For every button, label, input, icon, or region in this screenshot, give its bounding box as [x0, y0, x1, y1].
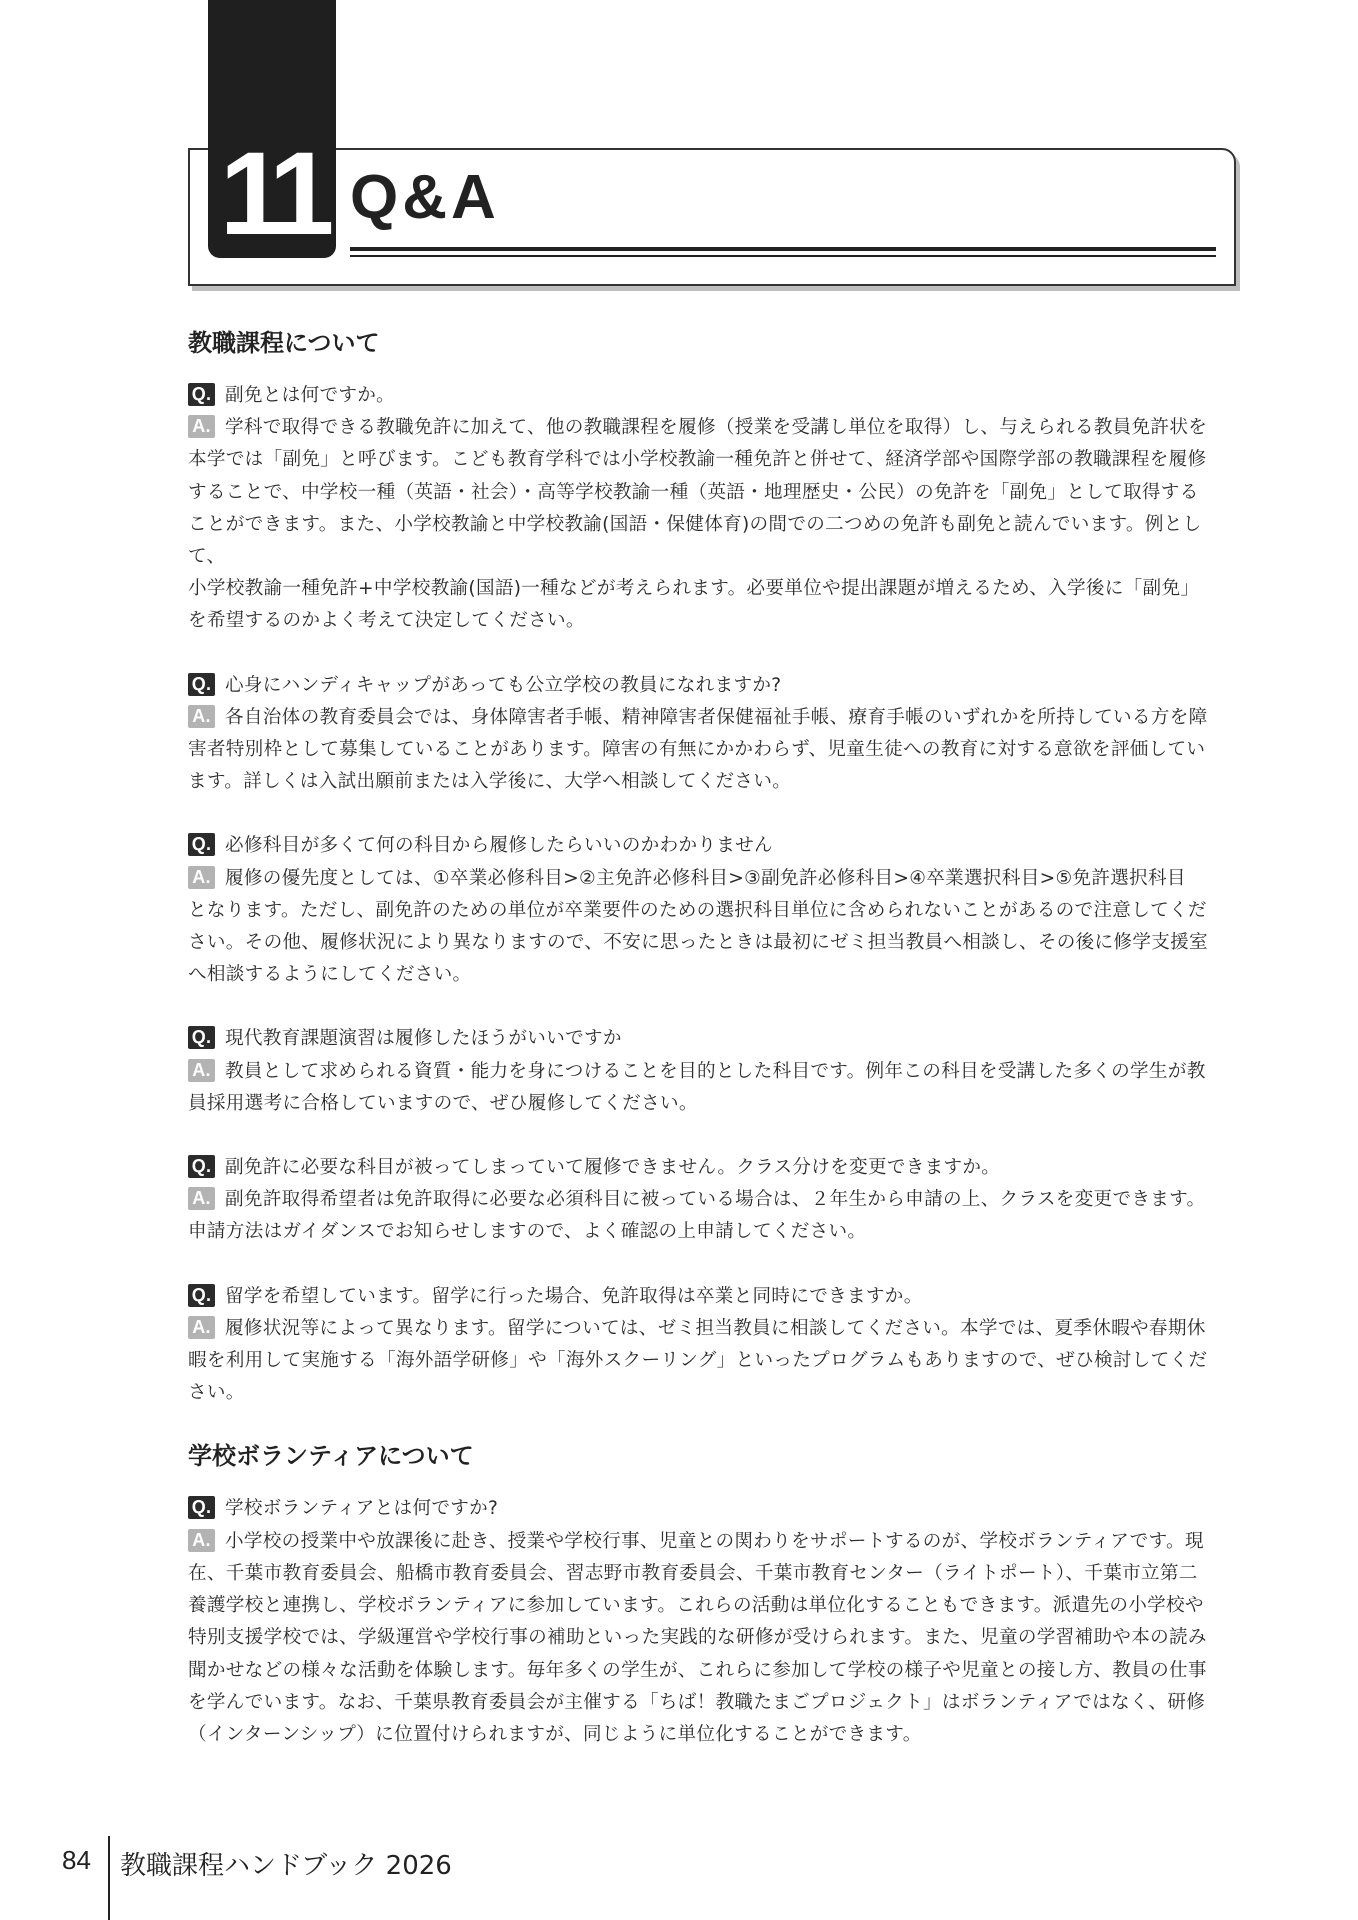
answer-text: することで、中学校一種（英語・社会）・高等学校教諭一種（英語・地理歴史・公民）の免許を「副免」として取得する — [188, 481, 1199, 503]
question — [188, 1152, 1236, 1184]
question — [188, 1493, 1236, 1525]
answer-text: 小学校の授業中や放課後に赴き、授業や学校行事、児童との関わりをサポートするのが、学校ボランティアです。現 — [225, 1530, 1204, 1552]
question-badge: Q. — [188, 1155, 215, 1178]
question-text: 留学を希望しています。留学に行った場合、免許取得は卒業と同時にできますか。 — [225, 1285, 923, 1307]
answer-line — [188, 444, 1236, 476]
question-text: 副免許に必要な科目が被ってしまっていて履修できません。クラス分けを変更できますか。 — [225, 1157, 1001, 1179]
answer-text: 履修の優先度としては、①卒業必修科目>②主免許必修科目>③副免許必修科目>④卒業選択科目>⑤免許選択科目 — [225, 867, 1186, 889]
answer-text: 暇を利用して実施する「海外語学研修」や「海外スクーリング」といったプログラムもありますので、ぜひ検討してくだ — [188, 1350, 1208, 1372]
answer-line — [188, 702, 1236, 734]
question — [188, 1281, 1236, 1313]
answer-text: へ相談するようにしてください。 — [188, 964, 472, 986]
title-rule — [350, 247, 1216, 251]
answer-line — [188, 509, 1236, 573]
answer-line — [188, 959, 1236, 991]
answer-badge: A. — [188, 1059, 215, 1082]
answer-text: となります。ただし、副免許のための単位が卒業要件のための選択科目単位に含められないことがあるので注意してくだ — [188, 899, 1207, 921]
chapter-header-box — [188, 148, 1236, 286]
answer-line — [188, 605, 1236, 637]
qa-item — [188, 670, 1236, 799]
answer-line — [188, 1655, 1236, 1687]
answer-badge: A. — [188, 1316, 215, 1339]
qa-item — [188, 380, 1236, 638]
answer-badge: A. — [188, 705, 215, 728]
answer-text: さい。 — [188, 1382, 245, 1404]
answer-line — [188, 1558, 1236, 1590]
question — [188, 670, 1236, 702]
answer-text: 各自治体の教育委員会では、身体障害者手帳、精神障害者保健福祉手帳、療育手帳のいずれかを所持している方を障 — [225, 706, 1208, 728]
answer-line — [188, 1526, 1236, 1558]
answer-text: さい。その他、履修状況により異なりますので、不安に思ったときは最初にゼミ担当教員へ相談し、その後に修学支援室 — [188, 932, 1208, 954]
answer-line — [188, 1184, 1236, 1216]
answer-text: 申請方法はガイダンスでお知らせしますので、よく確認の上申請してください。 — [188, 1221, 867, 1243]
answer-badge: A. — [188, 415, 215, 438]
qa-item — [188, 830, 1236, 991]
answer-line — [188, 1719, 1236, 1751]
question-text: 心身にハンディキャップがあっても公立学校の教員になれますか? — [225, 674, 782, 696]
answer-line — [188, 1687, 1236, 1719]
answer-text: 在、千葉市教育委員会、船橋市教育委員会、習志野市教育委員会、千葉市教育センター（ライトポート）、千葉市立第二 — [188, 1562, 1198, 1584]
answer-text: 小学校教諭一種免許+中学校教諭(国語)一種などが考えられます。必要単位や提出課題が増えるため、入学後に「副免」 — [188, 578, 1200, 600]
qa-section — [188, 328, 1236, 1409]
answer-line — [188, 1088, 1236, 1120]
answer-line — [188, 1313, 1236, 1345]
answer-text: 履修状況等によって異なります。留学については、ゼミ担当教員に相談してください。本学では、夏季休暇や春期休 — [225, 1317, 1206, 1339]
answer-badge: A. — [188, 1187, 215, 1210]
question-text: 副免とは何ですか。 — [225, 385, 396, 406]
answer-text: 養護学校と連携し、学校ボランティアに参加しています。これらの活動は単位化することもできます。派遣先の小学校や — [188, 1595, 1204, 1617]
answer-line — [188, 1622, 1236, 1654]
answer-text: 副免許取得希望者は免許取得に必要な必須科目に被っている場合は、２年生から申請の上、クラスを変更できます。 — [225, 1189, 1206, 1211]
footer-divider — [108, 1836, 110, 1920]
answer-text: ます。詳しくは入試出願前または入学後に、大学へ相談してください。 — [188, 771, 792, 793]
title-rule-thin — [350, 255, 1216, 257]
answer-line — [188, 863, 1236, 895]
qa-item — [188, 1493, 1236, 1751]
question-badge: Q. — [188, 1026, 215, 1049]
answer-text: を希望するのかよく考えて決定してください。 — [188, 610, 585, 632]
question-badge: Q. — [188, 833, 215, 856]
answer-line — [188, 927, 1236, 959]
question — [188, 380, 1236, 412]
answer-text: 本学では「副免」と呼びます。こども教育学科では小学校教諭一種免許と併せて、経済学部や国際学部の教職課程を履修 — [188, 449, 1207, 471]
answer-badge: A. — [188, 1529, 215, 1552]
qa-item — [188, 1023, 1236, 1120]
answer-line — [188, 573, 1236, 605]
chapter-title: Q&A — [350, 163, 500, 232]
answer-line — [188, 1216, 1236, 1248]
question-badge: Q. — [188, 1284, 215, 1307]
question-text: 学校ボランティアとは何ですか? — [225, 1498, 499, 1520]
answer-text: ことができます。また、小学校教諭と中学校教諭(国語・保健体育)の間での二つめの免許も副免と読んでいます。例として、 — [188, 513, 1202, 568]
question-text: 必修科目が多くて何の科目から履修したらいいのかわかりません — [225, 835, 773, 857]
question — [188, 830, 1236, 862]
answer-line — [188, 1345, 1236, 1377]
answer-text: 特別支援学校では、学級運営や学校行事の補助といった実践的な研修が受けられます。また、児童の学習補助や本の読み — [188, 1627, 1207, 1649]
answer-text: 学科で取得できる教職免許に加えて、他の教職課程を履修（授業を受講し単位を取得）し、与えられる教員免許状を — [225, 417, 1208, 439]
qa-section — [188, 1441, 1236, 1751]
question-badge: Q. — [188, 673, 215, 696]
question-badge: Q. — [188, 383, 215, 406]
answer-text: 員採用選考に合格していますので、ぜひ履修してください。 — [188, 1092, 698, 1114]
answer-line — [188, 1377, 1236, 1409]
answer-text: 教員として求められる資質・能力を身につけることを目的とした科目です。例年この科目を受講した多くの学生が教 — [225, 1060, 1206, 1082]
answer-line — [188, 895, 1236, 927]
qa-content — [188, 328, 1236, 1751]
answer-line — [188, 766, 1236, 798]
question-text: 現代教育課題演習は履修したほうがいいですか — [225, 1028, 622, 1050]
answer-text: 害者特別枠として募集していることがあります。障害の有無にかかわらず、児童生徒への教育に対する意欲を評価してい — [188, 739, 1206, 761]
answer-line — [188, 477, 1236, 509]
answer-text: を学んでいます。なお、千葉県教育委員会が主催する「ちば！教職たまごプロジェクト」はボランティアではなく、研修 — [188, 1691, 1206, 1713]
question — [188, 1023, 1236, 1055]
section-heading: 教職課程について — [188, 329, 380, 357]
answer-text: （インターンシップ）に位置付けられますが、同じように単位化することができます。 — [188, 1723, 922, 1745]
qa-item — [188, 1152, 1236, 1249]
question-badge: Q. — [188, 1496, 215, 1519]
footer-title: 教職課程ハンドブック 2026 — [120, 1851, 452, 1881]
answer-text: 聞かせなどの様々な活動を体験します。毎年多くの学生が、これらに参加して学校の様子や児童との接し方、教員の仕事 — [188, 1659, 1207, 1681]
answer-badge: A. — [188, 866, 215, 889]
answer-line — [188, 734, 1236, 766]
section-heading: 学校ボランティアについて — [188, 1442, 474, 1471]
chapter-number: 11 — [208, 130, 336, 258]
answer-line — [188, 412, 1236, 444]
page-number: 84 — [62, 1845, 91, 1875]
answer-line — [188, 1590, 1236, 1622]
qa-item — [188, 1281, 1236, 1410]
answer-line — [188, 1056, 1236, 1088]
